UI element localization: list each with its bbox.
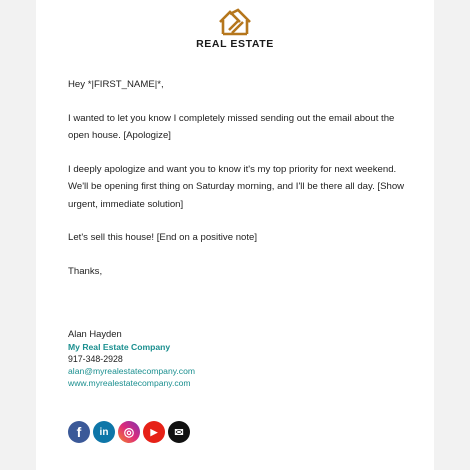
signature-phone: 917-348-2928	[68, 354, 123, 364]
paragraph-positive-note: Let's sell this house! [End on a positive note]	[68, 232, 258, 243]
house-logo-icon	[217, 8, 253, 36]
facebook-icon[interactable]: f	[68, 421, 90, 443]
brand-logo	[36, 8, 434, 50]
signature-website-link[interactable]: www.myrealestatecompany.com	[68, 378, 191, 388]
signature-email-link[interactable]: alan@myrealestatecompany.com	[68, 366, 196, 376]
email-card	[36, 0, 434, 470]
paragraph-apology-intro: I wanted to let you know I completely missed sending out the email about the open house. [Apologize]	[68, 112, 395, 141]
greeting: Hey *|FIRST_NAME|*,	[68, 79, 164, 90]
linkedin-icon[interactable]: in	[93, 421, 115, 443]
youtube-icon[interactable]: ▶	[143, 421, 165, 443]
logo-text: REAL ESTATE	[196, 38, 274, 50]
paragraph-solution: I deeply apologize and want you to know it's my top priority for next weekend. We'll be opening first thing on Saturday morning, and I'll be there all day. [Show urgent, immediate solution]	[68, 163, 405, 210]
signature-company: My Real Estate Company	[68, 342, 171, 352]
closing: Thanks,	[68, 265, 103, 277]
email-icon[interactable]: ✉	[168, 421, 190, 443]
email-body	[68, 76, 414, 296]
signature-name: Alan Hayden	[68, 328, 122, 339]
signature-block	[68, 327, 414, 389]
instagram-icon[interactable]: ◎	[118, 421, 140, 443]
social-icons	[68, 421, 190, 443]
